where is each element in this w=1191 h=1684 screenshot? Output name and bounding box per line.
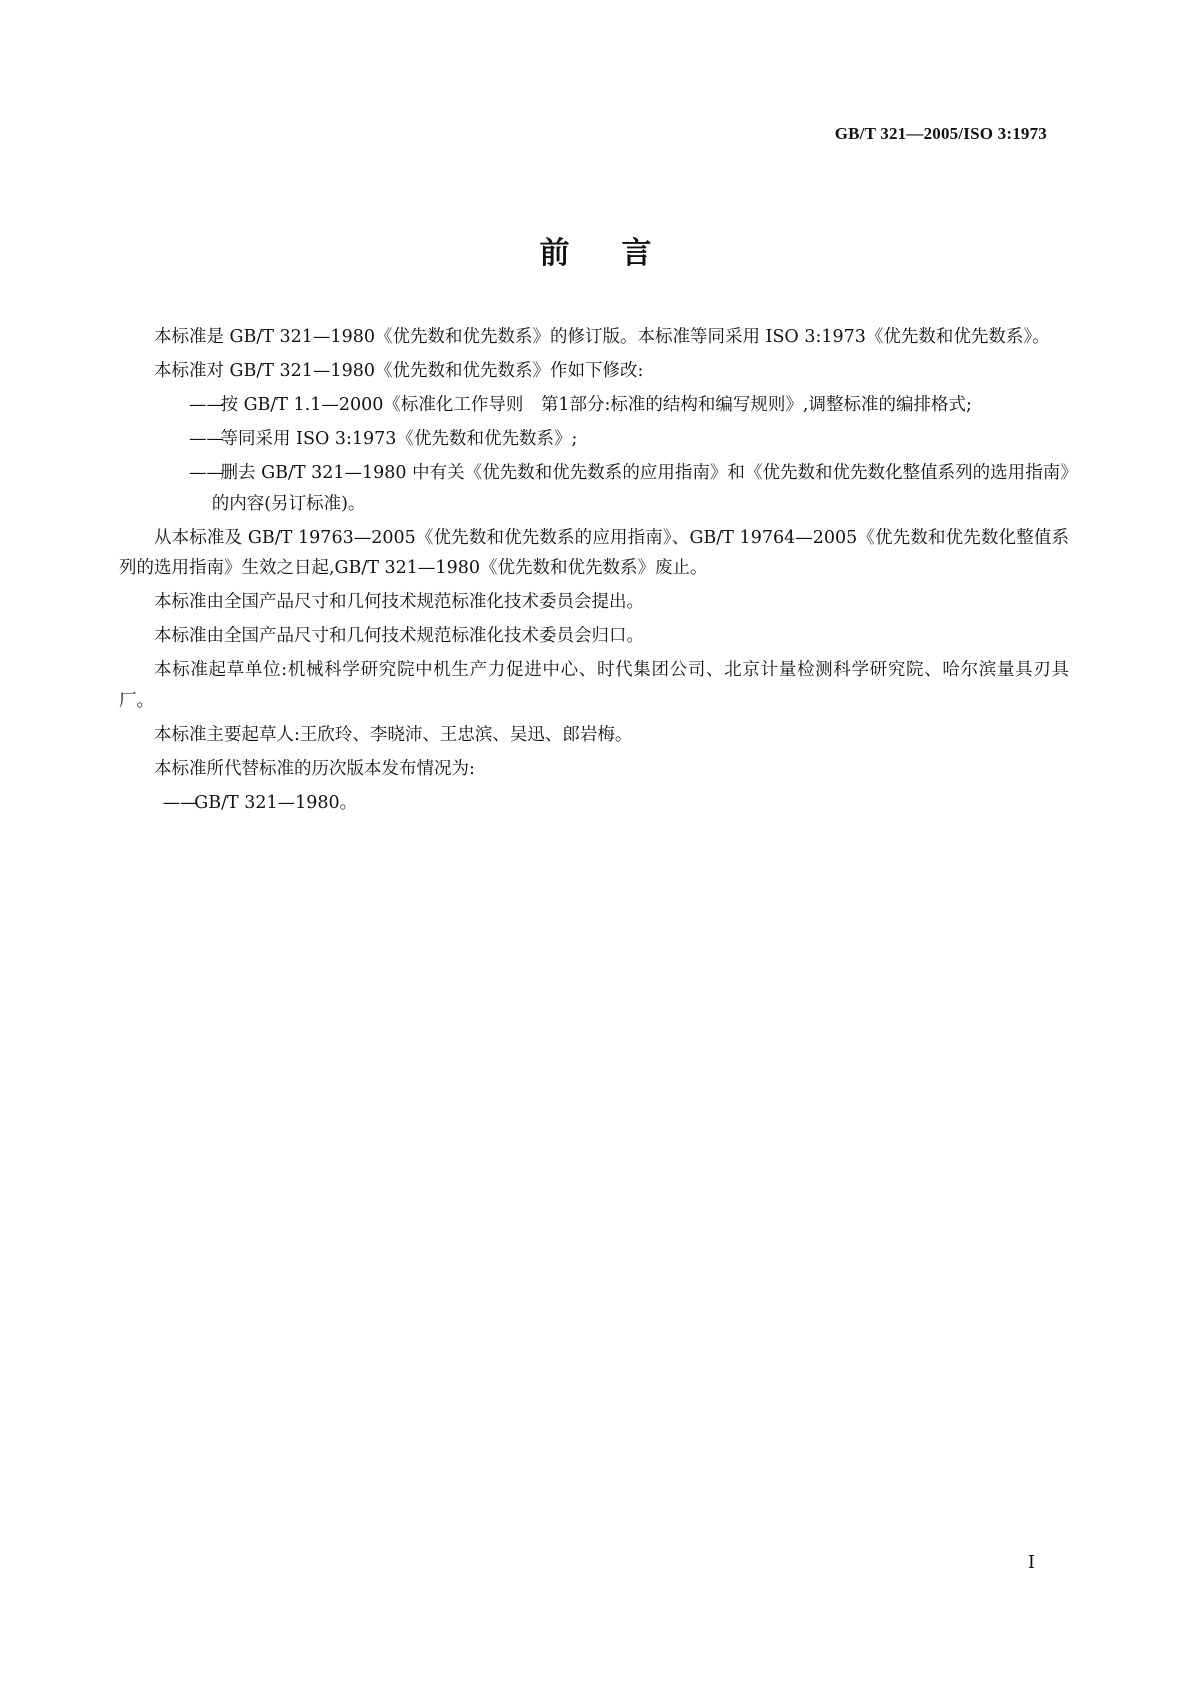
dash-marker: —— bbox=[189, 395, 224, 415]
list-item-deletion bbox=[154, 458, 1069, 519]
paragraph-modifications-intro: 本标准对 GB/T 321—1980《优先数和优先数系》作如下修改: bbox=[154, 361, 644, 381]
paragraph-supersession: 从本标准及 GB/T 19763—2005《优先数和优先数系的应用指南》、GB/T 19764—2005《优先数和优先数化整值系列的选用指南》生效之日起,GB/T 321—1980《优先数和优先数系》废止。 bbox=[119, 527, 1069, 578]
page-number: Ⅰ bbox=[1027, 1552, 1035, 1572]
dash-marker: —— bbox=[162, 792, 198, 813]
list-item-previous-edition bbox=[163, 788, 1069, 819]
paragraph-drafting-units: 本标准起草单位:机械科学研究院中机生产力促进中心、时代集团公司、北京计量检测科学研究院、哈尔滨量具刃具厂。 bbox=[119, 660, 1069, 711]
list-item-iso-adoption bbox=[154, 424, 1069, 455]
foreword-body bbox=[119, 322, 1069, 822]
list-item-text: 等同采用 ISO 3:1973《优先数和优先数系》; bbox=[220, 429, 578, 449]
list-item-text: 按 GB/T 1.1—2000《标准化工作导则 第1部分:标准的结构和编写规则》,调整标准的编排格式; bbox=[220, 395, 972, 415]
dash-marker: —— bbox=[189, 463, 224, 483]
list-item-format-change bbox=[154, 390, 1069, 421]
paragraph-revision-note: 本标准是 GB/T 321—1980《优先数和优先数系》的修订版。本标准等同采用 ISO 3:1973《优先数和优先数系》。 bbox=[154, 327, 1050, 347]
paragraph-drafters: 本标准主要起草人:王欣玲、李晓沛、王忠滨、吴迅、郎岩梅。 bbox=[154, 724, 633, 745]
list-item-text: 删去 GB/T 321—1980 中有关《优先数和优先数系的应用指南》和《优先数和优先数化整值系列的选用指南》的内容(另订标准)。 bbox=[211, 463, 1069, 514]
paragraph-proposed-by: 本标准由全国产品尺寸和几何技术规范标准化技术委员会提出。 bbox=[154, 592, 644, 612]
document-code: GB/T 321—2005/ISO 3:1973 bbox=[834, 124, 1047, 143]
paragraph-previous-editions: 本标准所代替标准的历次版本发布情况为: bbox=[154, 758, 475, 779]
list-item-text: GB/T 321—1980。 bbox=[194, 792, 358, 813]
paragraph-centralized-by: 本标准由全国产品尺寸和几何技术规范标准化技术委员会归口。 bbox=[154, 626, 644, 646]
page-title: 前言 bbox=[539, 236, 704, 271]
dash-marker: —— bbox=[189, 429, 224, 449]
